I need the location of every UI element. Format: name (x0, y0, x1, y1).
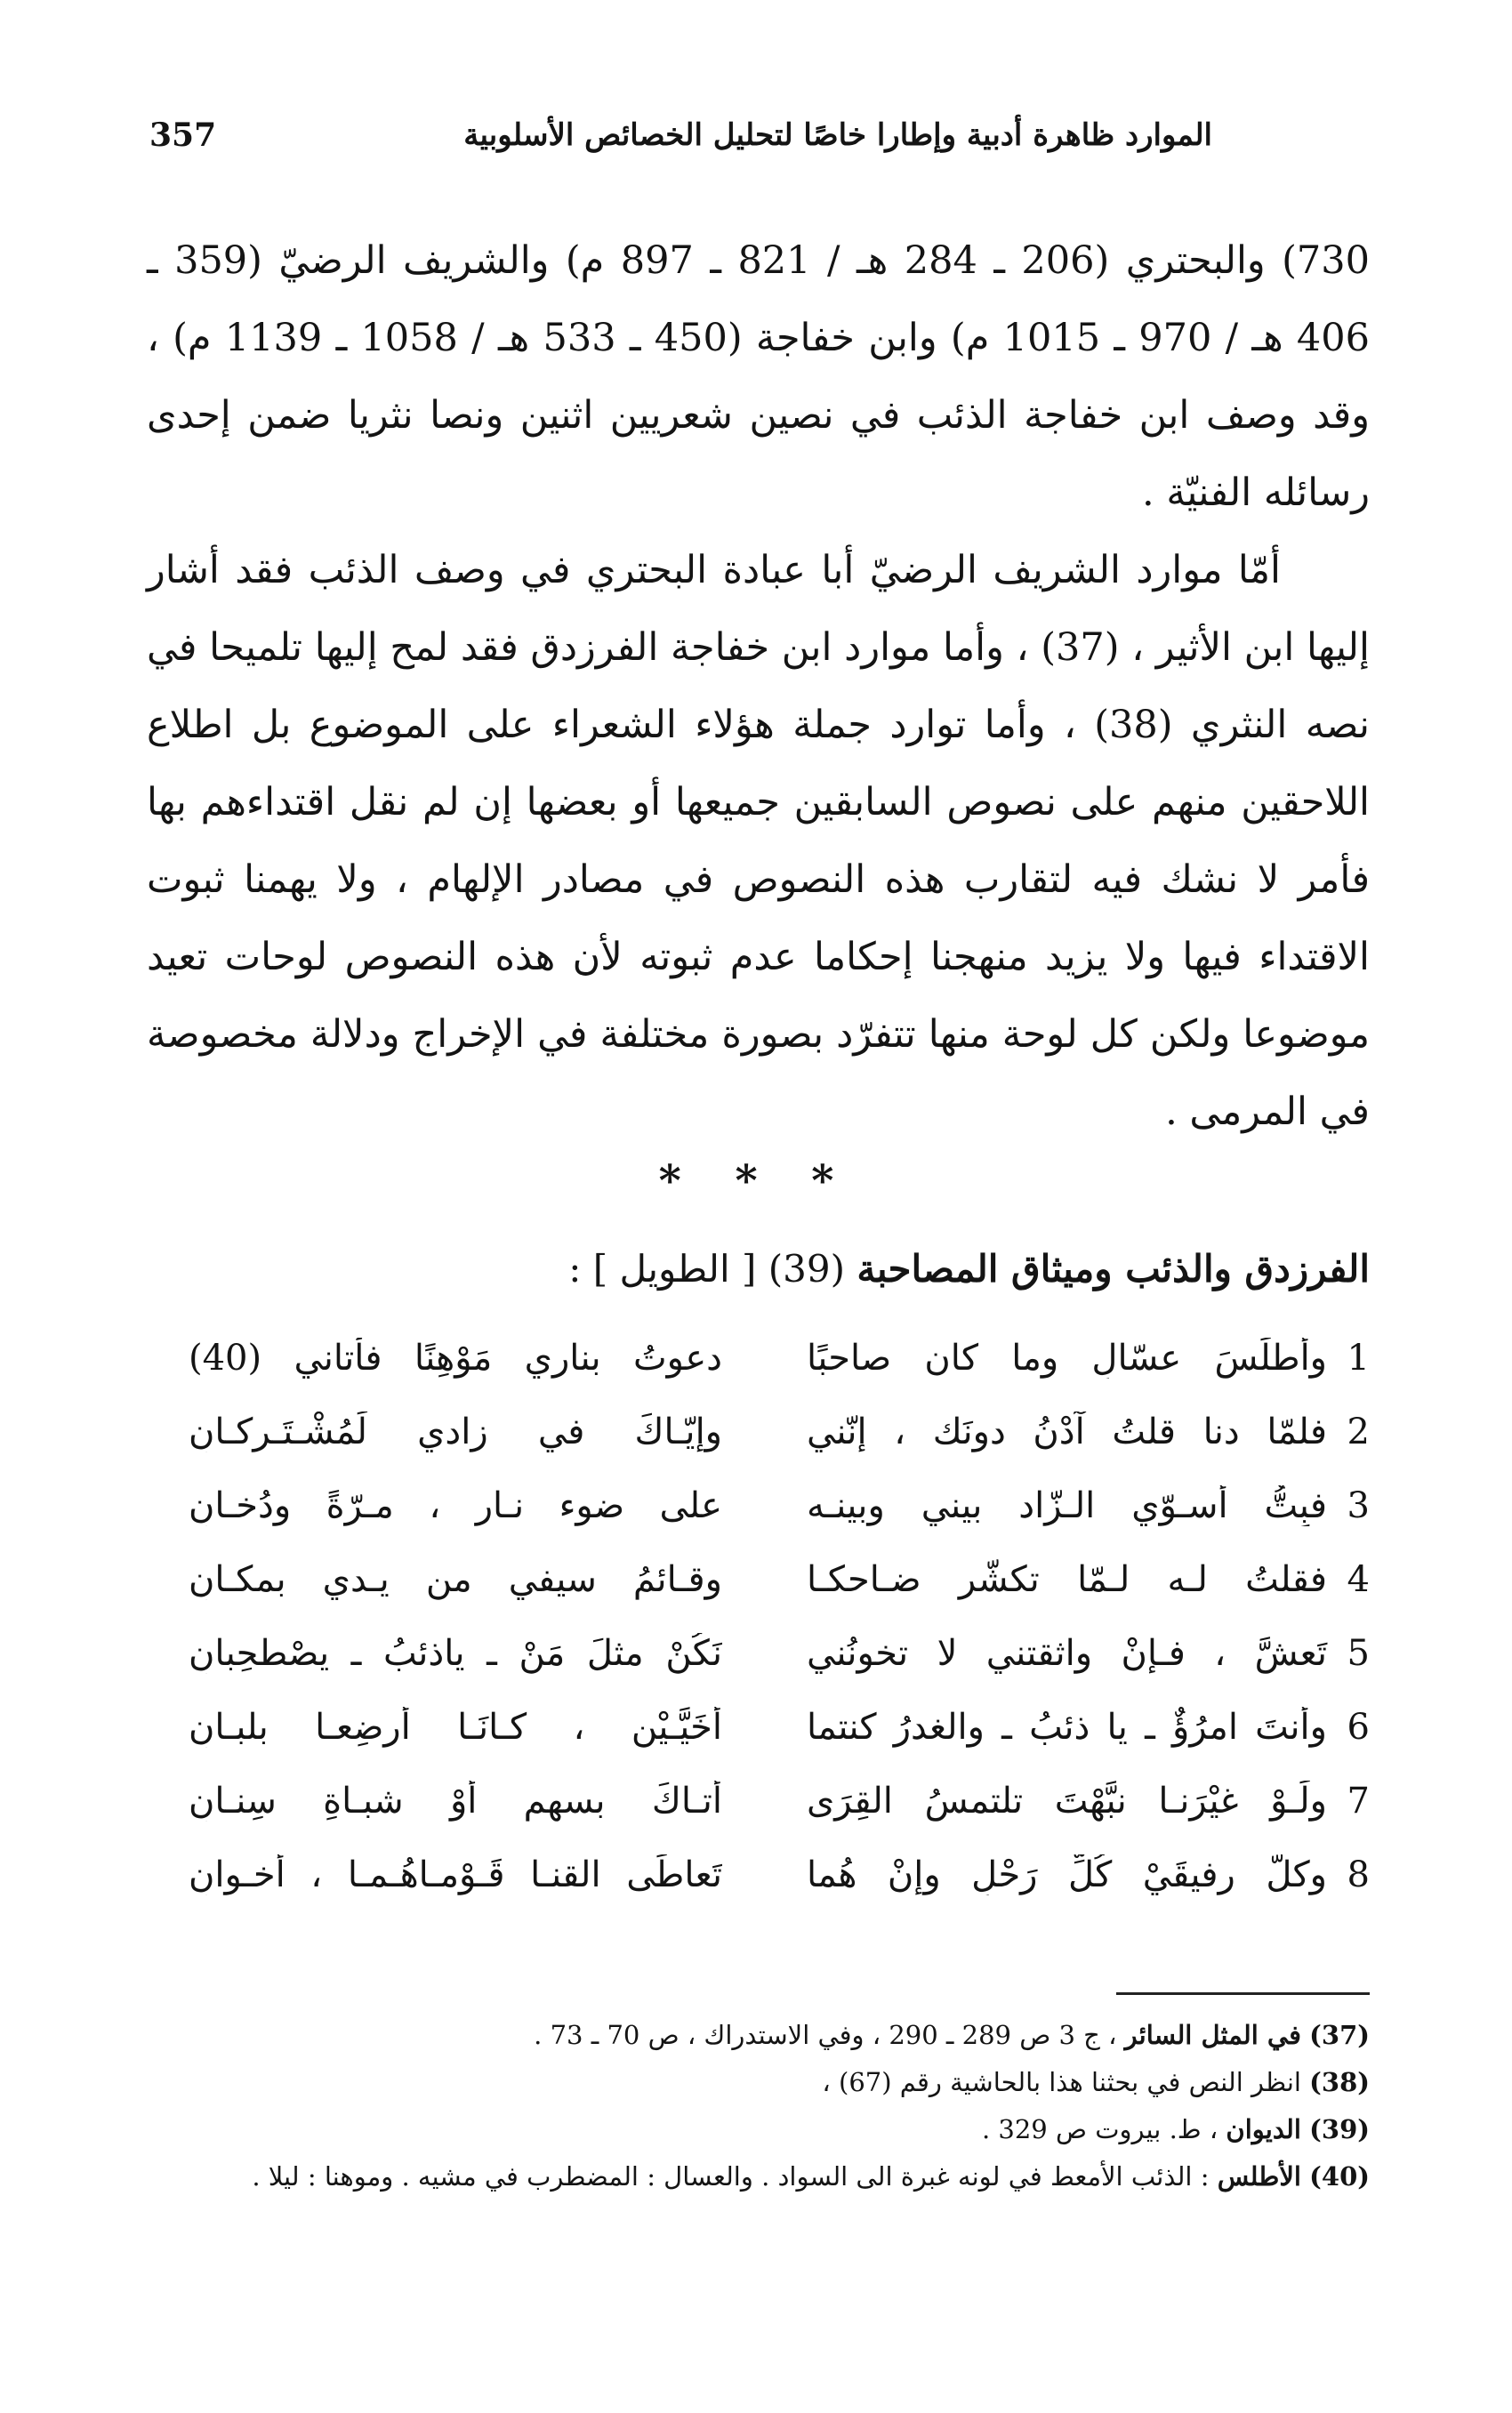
verse-line (147, 1321, 1370, 1395)
footnote (147, 2012, 1370, 2059)
verse-first-hemistich: فقلتُ لـه لـمّا تكشّر ضـاحكـا (807, 1558, 1327, 1600)
verse-line (147, 1468, 1370, 1542)
verse-first-hemistich: وأنتَ امرُؤٌ ـ يا ذئبُ ـ والغدرُ كنتما (807, 1706, 1327, 1748)
paragraph-1: 730) والبحتري (206 ـ 284 هـ / 821 ـ 897 م) والشريف الرضيّ (359 ـ 406 هـ / 970 ـ 1015 م) وابن خفاجة (450 ـ 533 هـ / 1058 ـ 1139 م) ، وقد وصف ابن خفاجة الذئب في نصين شعريين اثنين ونصا نثريا ضمن إحدى رسائله الفنيّة . (147, 238, 1370, 515)
verse-number: 7 (1347, 1780, 1370, 1822)
footnote (147, 2059, 1370, 2106)
footnote-number: (39) (1309, 2114, 1370, 2144)
footnote-text: ، ج 3 ص 289 ـ 290 ، وفي الاستدراك ، ص 70 ـ 73 . (534, 2020, 1125, 2050)
verse-first-hemistich: تَعشَّ ، فـإنْ واثقتني لا تخونُني (807, 1632, 1327, 1674)
footnote-text: ، ط. بيروت ص 329 . (981, 2114, 1226, 2144)
running-head (149, 109, 1212, 162)
verse-first-hemistich: فلمّا دنا قلتُ آدْنُ دونَك ، إنّني (807, 1411, 1327, 1452)
verse-line (147, 1764, 1370, 1838)
footnote-divider (1116, 1992, 1370, 1995)
verse-second-hemistich: أُخَيَّـيْنِ ، كـانَـا أُرضِعـا بلبـانِ (189, 1706, 722, 1748)
verse-line (147, 1616, 1370, 1690)
verse-first-hemistich: وأطلَسَ عسّالٍ وما كان صاحبًا (807, 1337, 1327, 1379)
footnote-source: الأطلس (1217, 2161, 1301, 2192)
verse-number: 5 (1347, 1632, 1370, 1674)
verse-second-hemistich: تَعاطَى القنـا قَـوْمـاهُـمـا ، أخـوانِ (189, 1854, 722, 1895)
footnotes (147, 2012, 1370, 2200)
verse-number: 8 (1347, 1854, 1370, 1895)
verse-number: 4 (1347, 1558, 1370, 1600)
poem-title: الفرزدق والذئب وميثاق المصاحبة (857, 1247, 1370, 1291)
footnote (147, 2153, 1370, 2200)
verse-number: 1 (1347, 1337, 1370, 1379)
paragraph-2: أمّا موارد الشريف الرضيّ أبا عبادة البحتري في وصف الذئب فقد أشار إليها ابن الأثير ، (37) ، وأما موارد ابن خفاجة الفرزدق فقد لمح إليها تلميحا في نصه النثري (38) ، وأما توارد جملة هؤلاء الشعراء على الموضوع بل اطلاع اللاحقين منهم على نصوص السابقين جميعها أو بعضها إن لم نقل اقتداءهم بها فأمر لا نشك فيه لتقارب هذه النصوص في مصادر الإلهام ، ولا يهمنا ثبوت الاقتداء فيها ولا يزيد منهجنا إحكاما عدم ثبوته لأن هذه النصوص لوحات تعيد موضوعا ولكن كل لوحة منها تتفرّد بصورة مختلفة في الإخراج ودلالة مخصوصة في المرمى . (147, 548, 1371, 1134)
footnote-number: (40) (1309, 2161, 1370, 2192)
running-title: الموارد ظاهرة أدبية وإطارا خاصًا لتحليل الخصائص الأسلوبية (463, 117, 1212, 153)
verse-second-hemistich: دعوتُ بناري مَوْهِنًا فأتاني (40) (189, 1337, 722, 1379)
footnote-number: (38) (1309, 2067, 1370, 2097)
verse-second-hemistich: نَكُنْ مثلَ مَنْ ـ ياذئبُ ـ يصْطحِبانِ (189, 1632, 722, 1674)
verse-number: 6 (1347, 1706, 1370, 1748)
footnote-source: في المثل السائر (1124, 2020, 1301, 2050)
verse-line (147, 1838, 1370, 1911)
page-number: 357 (149, 117, 217, 154)
section-separator: * * * (658, 1156, 854, 1206)
footnote-source: الديوان (1226, 2114, 1301, 2144)
footnote-number: (37) (1309, 2020, 1370, 2050)
poem-heading (147, 1247, 1370, 1291)
footnote-text: انظر النص في بحثنا هذا بالحاشية رقم (67) ، (822, 2067, 1301, 2097)
verse-second-hemistich: أتـاكَ بسهمٍ أوْ شبـاةِ سِنـانِ (189, 1780, 722, 1822)
verse-number: 2 (1347, 1411, 1370, 1452)
verse-first-hemistich: ولَـوْ غيْرَنـا نبَّهْتَ تلتمسُ القِرَى (807, 1780, 1327, 1822)
footnote-text: : الذئب الأمعط في لونه غبرة الى السواد . والعسال : المضطرب في مشيه . وموهنا : ليلا . (252, 2161, 1218, 2192)
verse-line (147, 1690, 1370, 1764)
verse-second-hemistich: على ضوء نـار ، مـرّةً ودُخـانِ (189, 1484, 722, 1526)
verse-first-hemistich: فبِتُّ أُسـوّي الـزّاد بيني وبينـه (807, 1484, 1327, 1526)
verse-line (147, 1542, 1370, 1616)
footnote (147, 2106, 1370, 2153)
verse-first-hemistich: وكلُّ رفيقَيْ كُلِّ رَحْلٍ وإنْ هُما (807, 1854, 1327, 1895)
verse-number: 3 (1347, 1484, 1370, 1526)
poem-verses (147, 1321, 1370, 1911)
verse-second-hemistich: وإيّـاكَ في زادي لَمُشْـتَـرِكـانِ (189, 1411, 722, 1452)
verse-line (147, 1395, 1370, 1468)
verse-second-hemistich: وقـائمُ سيفي من يـدي بمكـانِ (189, 1558, 722, 1600)
poem-meter-note: (39) [ الطويل ] : (568, 1247, 845, 1291)
body-text (147, 222, 1370, 1151)
